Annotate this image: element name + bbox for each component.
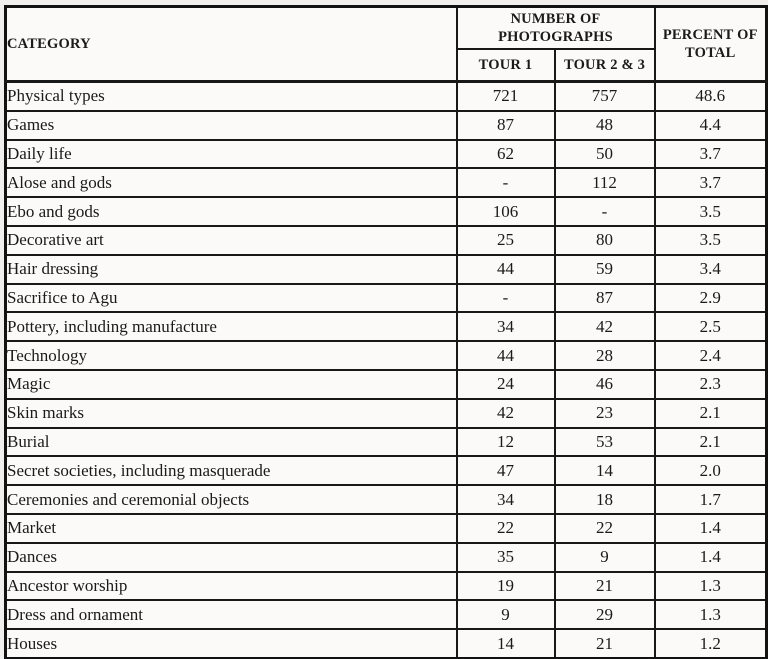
cell-tour-2-and-3: 59 <box>555 255 655 284</box>
column-header-percent-of-total: PERCENT OF TOTAL <box>655 7 767 82</box>
cell-percent-of-total: 3.7 <box>655 168 767 197</box>
cell-tour-2-and-3: 23 <box>555 399 655 428</box>
cell-tour-2-and-3: 46 <box>555 370 655 399</box>
cell-tour-1: 44 <box>457 341 555 370</box>
table-row <box>6 399 767 428</box>
table-row <box>6 312 767 341</box>
cell-tour-1: 106 <box>457 197 555 226</box>
cell-percent-of-total: 1.4 <box>655 514 767 543</box>
cell-tour-2-and-3: 87 <box>555 284 655 313</box>
cell-tour-1: 25 <box>457 226 555 255</box>
cell-tour-1: - <box>457 284 555 313</box>
cell-percent-of-total: 3.5 <box>655 197 767 226</box>
cell-tour-1: 9 <box>457 600 555 629</box>
table-row <box>6 255 767 284</box>
cell-category: Hair dressing <box>6 255 457 284</box>
cell-percent-of-total: 1.7 <box>655 485 767 514</box>
cell-tour-2-and-3: 112 <box>555 168 655 197</box>
cell-tour-2-and-3: 22 <box>555 514 655 543</box>
cell-tour-2-and-3: 14 <box>555 456 655 485</box>
table-row <box>6 140 767 169</box>
table-row <box>6 543 767 572</box>
column-group-header-label: NUMBER OF PHOTOGRAPHS <box>498 10 613 45</box>
cell-category: Sacrifice to Agu <box>6 284 457 313</box>
cell-percent-of-total: 3.7 <box>655 140 767 169</box>
table-row <box>6 629 767 658</box>
cell-tour-2-and-3: 50 <box>555 140 655 169</box>
table-row <box>6 341 767 370</box>
cell-category: Ebo and gods <box>6 197 457 226</box>
cell-tour-2-and-3: 21 <box>555 629 655 658</box>
table-header <box>6 7 767 82</box>
cell-category: Technology <box>6 341 457 370</box>
cell-category: Dress and ornament <box>6 600 457 629</box>
cell-tour-1: 87 <box>457 111 555 140</box>
cell-category: Physical types <box>6 82 457 111</box>
cell-tour-1: - <box>457 168 555 197</box>
table-row <box>6 226 767 255</box>
cell-tour-1: 47 <box>457 456 555 485</box>
cell-percent-of-total: 2.4 <box>655 341 767 370</box>
cell-percent-of-total: 1.4 <box>655 543 767 572</box>
cell-tour-2-and-3: - <box>555 197 655 226</box>
table-row <box>6 370 767 399</box>
cell-tour-1: 62 <box>457 140 555 169</box>
cell-category: Dances <box>6 543 457 572</box>
table-row <box>6 111 767 140</box>
cell-tour-1: 12 <box>457 428 555 457</box>
cell-percent-of-total: 3.5 <box>655 226 767 255</box>
table-row <box>6 168 767 197</box>
cell-tour-2-and-3: 29 <box>555 600 655 629</box>
cell-tour-1: 19 <box>457 572 555 601</box>
cell-tour-2-and-3: 42 <box>555 312 655 341</box>
cell-tour-2-and-3: 80 <box>555 226 655 255</box>
cell-tour-2-and-3: 53 <box>555 428 655 457</box>
cell-percent-of-total: 2.1 <box>655 428 767 457</box>
table-row <box>6 572 767 601</box>
column-header-tour-1: TOUR 1 <box>457 49 555 82</box>
cell-tour-1: 22 <box>457 514 555 543</box>
cell-tour-2-and-3: 21 <box>555 572 655 601</box>
cell-tour-1: 34 <box>457 312 555 341</box>
cell-category: Pottery, including manufacture <box>6 312 457 341</box>
cell-percent-of-total: 3.4 <box>655 255 767 284</box>
cell-category: Ancestor worship <box>6 572 457 601</box>
table-row <box>6 284 767 313</box>
cell-percent-of-total: 48.6 <box>655 82 767 111</box>
cell-tour-2-and-3: 757 <box>555 82 655 111</box>
cell-category: Alose and gods <box>6 168 457 197</box>
cell-tour-1: 34 <box>457 485 555 514</box>
table-row <box>6 428 767 457</box>
column-header-category: CATEGORY <box>6 7 457 82</box>
cell-percent-of-total: 2.3 <box>655 370 767 399</box>
cell-percent-of-total: 2.0 <box>655 456 767 485</box>
column-group-header-number-of-photographs <box>457 7 655 50</box>
cell-percent-of-total: 1.3 <box>655 600 767 629</box>
cell-tour-1: 44 <box>457 255 555 284</box>
cell-category: Daily life <box>6 140 457 169</box>
cell-category: Skin marks <box>6 399 457 428</box>
cell-tour-2-and-3: 9 <box>555 543 655 572</box>
table-body <box>6 82 767 659</box>
table-row <box>6 456 767 485</box>
cell-tour-2-and-3: 48 <box>555 111 655 140</box>
cell-category: Houses <box>6 629 457 658</box>
cell-percent-of-total: 1.3 <box>655 572 767 601</box>
cell-category: Magic <box>6 370 457 399</box>
table-row <box>6 514 767 543</box>
cell-category: Burial <box>6 428 457 457</box>
cell-category: Ceremonies and ceremonial objects <box>6 485 457 514</box>
cell-percent-of-total: 4.4 <box>655 111 767 140</box>
cell-tour-2-and-3: 28 <box>555 341 655 370</box>
cell-tour-1: 14 <box>457 629 555 658</box>
cell-category: Decorative art <box>6 226 457 255</box>
cell-category: Secret societies, including masquerade <box>6 456 457 485</box>
photograph-category-table <box>4 5 768 659</box>
cell-percent-of-total: 2.9 <box>655 284 767 313</box>
table-row <box>6 82 767 111</box>
cell-tour-1: 721 <box>457 82 555 111</box>
cell-tour-1: 35 <box>457 543 555 572</box>
cell-percent-of-total: 2.5 <box>655 312 767 341</box>
table-row <box>6 600 767 629</box>
cell-category: Games <box>6 111 457 140</box>
cell-percent-of-total: 2.1 <box>655 399 767 428</box>
cell-category: Market <box>6 514 457 543</box>
column-header-tour-2-and-3: TOUR 2 & 3 <box>555 49 655 82</box>
cell-tour-2-and-3: 18 <box>555 485 655 514</box>
table-row <box>6 485 767 514</box>
header-row-top <box>6 7 767 50</box>
cell-tour-1: 24 <box>457 370 555 399</box>
cell-percent-of-total: 1.2 <box>655 629 767 658</box>
table-row <box>6 197 767 226</box>
cell-tour-1: 42 <box>457 399 555 428</box>
